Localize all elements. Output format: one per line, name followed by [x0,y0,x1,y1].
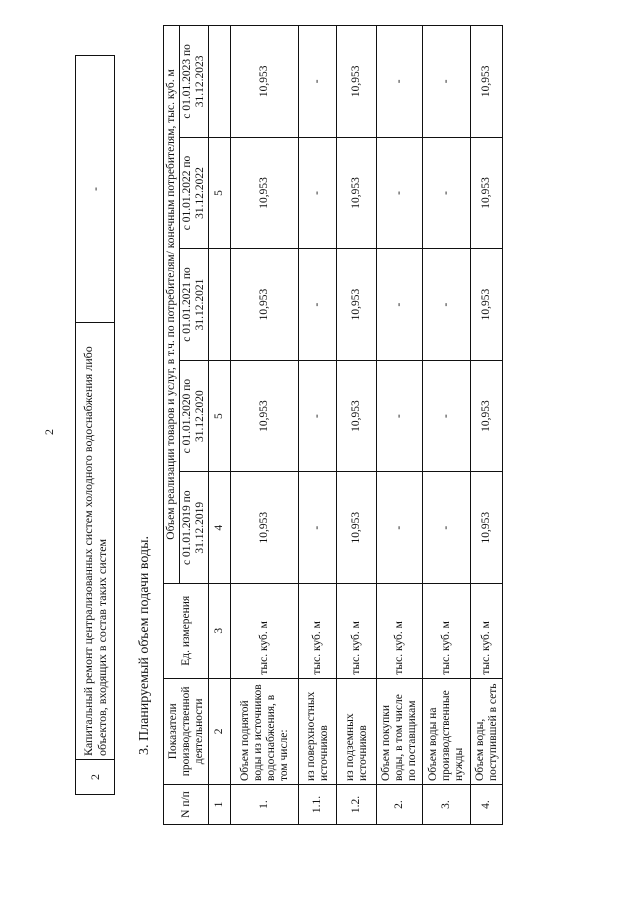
table-row [471,26,503,825]
index-cell [209,249,231,361]
row-value: - [423,472,471,584]
row-indicator: из поверхностных источников [299,678,337,784]
row-number: 1.1. [299,785,337,825]
row-value: 10,953 [337,26,377,138]
table-row [423,26,471,825]
table-row [76,56,115,795]
row-value: - [377,472,423,584]
header-period: с 01.01.2023 по 31.12.2023 [180,26,209,138]
index-cell: 4 [209,472,231,584]
row-value: 10,953 [231,472,299,584]
index-cell: 1 [209,785,231,825]
row-unit: тыс. куб. м [231,583,299,678]
row-unit: тыс. куб. м [299,583,337,678]
header-period: с 01.01.2022 по 31.12.2022 [180,137,209,249]
row-indicator: Объем воды на производственные нужды [423,678,471,784]
header-indicator: Показатели производственной деятельности [164,678,209,784]
row-value: 10,953 [337,249,377,361]
water-supply-table [163,25,503,825]
row-value: 10,953 [471,249,503,361]
row-value: - [299,26,337,138]
row-value: 10,953 [471,360,503,472]
header-period: с 01.01.2019 по 31.12.2019 [180,472,209,584]
row-indicator: Объем поднятой воды из источников водоснабжения, в том числе: [231,678,299,784]
row-value: 10,953 [231,137,299,249]
row-value: - [423,360,471,472]
row-number: 4. [471,785,503,825]
section-heading: 3. Планируемый объем подачи воды. [137,535,152,755]
row-value: 10,953 [231,360,299,472]
row-unit: тыс. куб. м [471,583,503,678]
row-value: 10,953 [337,137,377,249]
header-row [164,26,180,825]
index-cell: 2 [209,678,231,784]
page-number: 2 [42,429,56,435]
row-value: 10,953 [231,249,299,361]
row-value: 10,953 [471,137,503,249]
row-indicator: Объем покупки воды, в том числе по поставщикам [377,678,423,784]
row-value: - [76,56,115,323]
row-number: 2. [377,785,423,825]
row-value: - [377,360,423,472]
row-unit: тыс. куб. м [377,583,423,678]
row-value: - [377,26,423,138]
row-value: - [423,137,471,249]
header-unit: Ед. измерения [164,583,209,678]
row-value: 10,953 [337,472,377,584]
row-value: 10,953 [337,360,377,472]
row-unit: тыс. куб. м [337,583,377,678]
row-value: - [377,137,423,249]
row-value: - [423,26,471,138]
row-value: - [299,360,337,472]
index-cell: 3 [209,583,231,678]
header-number: N п/п [164,785,209,825]
row-value: - [299,472,337,584]
table-row [337,26,377,825]
row-number: 1.2. [337,785,377,825]
row-number: 1. [231,785,299,825]
row-value: - [423,249,471,361]
index-cell [209,26,231,138]
row-value: - [299,249,337,361]
row-value: 10,953 [471,26,503,138]
header-period: с 01.01.2020 по 31.12.2020 [180,360,209,472]
table-row [299,26,337,825]
row-indicator: Объем воды, поступившей в сеть [471,678,503,784]
header-period: с 01.01.2021 по 31.12.2021 [180,249,209,361]
header-volume-group: Объем реализации товаров и услуг, в т.ч. по потребителям/ конечным потребителям, тыс. куб. м [164,26,180,584]
row-description: Капитальный ремонт централизованных систем холодного водоснабжения либо объектов, входящих в состав таких систем [76,323,115,760]
table-row [231,26,299,825]
row-number: 3. [423,785,471,825]
row-value: 10,953 [231,26,299,138]
row-number: 2 [76,760,115,795]
index-cell: 5 [209,137,231,249]
capital-repair-table [75,55,115,795]
index-row [209,26,231,825]
index-cell: 5 [209,360,231,472]
row-value: - [299,137,337,249]
row-value: 10,953 [471,472,503,584]
row-indicator: из подземных источников [337,678,377,784]
table-row [377,26,423,825]
row-value: - [377,249,423,361]
row-unit: тыс. куб. м [423,583,471,678]
